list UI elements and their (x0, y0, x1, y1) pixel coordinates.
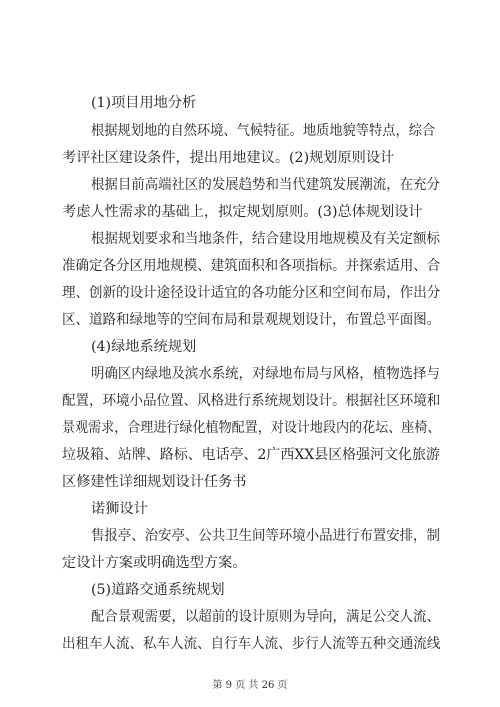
text-line: 根据规划要求和当地条件，结合建设用地规模及有关定额标 (91, 231, 440, 247)
text-line: 配置，环境小品位置、风格进行系统规划设计。根据社区环境和 (62, 393, 441, 409)
text-line: 区、道路和绿地等的空间布局和景观规划设计，布置总平面图。 (62, 312, 441, 328)
text-line: (4)绿地系统规划 (91, 339, 197, 355)
page-number-footer: 第 9 页 共 26 页 (212, 680, 288, 691)
text-line: 垃圾箱、站牌、路标、电话亭、2广西XX县区格强河文化旅游 (62, 447, 440, 463)
text-line: (1)项目用地分析 (91, 95, 197, 111)
text-line: 区修建性详细规划设计任务书 (62, 474, 247, 490)
text-line: 景观需求，合理进行绿化植物配置，对设计地段内的花坛、座椅、 (62, 420, 441, 436)
text-line: 明确区内绿地及滨水系统，对绿地布局与风格，植物选择与 (91, 366, 440, 382)
text-line: 根据规划地的自然环境、气候特征。地质地貌等特点，综合 (91, 123, 436, 139)
text-line: 理、创新的设计途径设计适宜的各功能分区和空间布局，作出分 (62, 285, 441, 301)
text-line: 配合景观需要，以超前的设计原则为导向，满足公交人流、 (91, 609, 440, 625)
text-line: 准确定各分区用地规模、建筑面积和各项指标。并探索适用、合 (62, 258, 441, 274)
text-line: (5)道路交通系统规划 (91, 582, 225, 598)
text-line: 根据目前高端社区的发展趋势和当代建筑发展潮流，在充分 (91, 177, 440, 193)
text-line: 诺狮设计 (91, 501, 148, 517)
text-line: 考评社区建设条件，提出用地建议。(2)规划原则设计 (62, 150, 395, 166)
text-line: 出租车人流、私车人流、自行车人流、步行人流等五种交通流线 (62, 636, 441, 652)
text-line: 考虑人性需求的基础上，拟定规划原则。(3)总体规划设计 (62, 204, 423, 220)
text-line: 售报亭、治安亭、公共卫生间等环境小品进行布置安排，制 (91, 528, 440, 544)
text-line: 定设计方案或明确选型方案。 (62, 555, 247, 571)
